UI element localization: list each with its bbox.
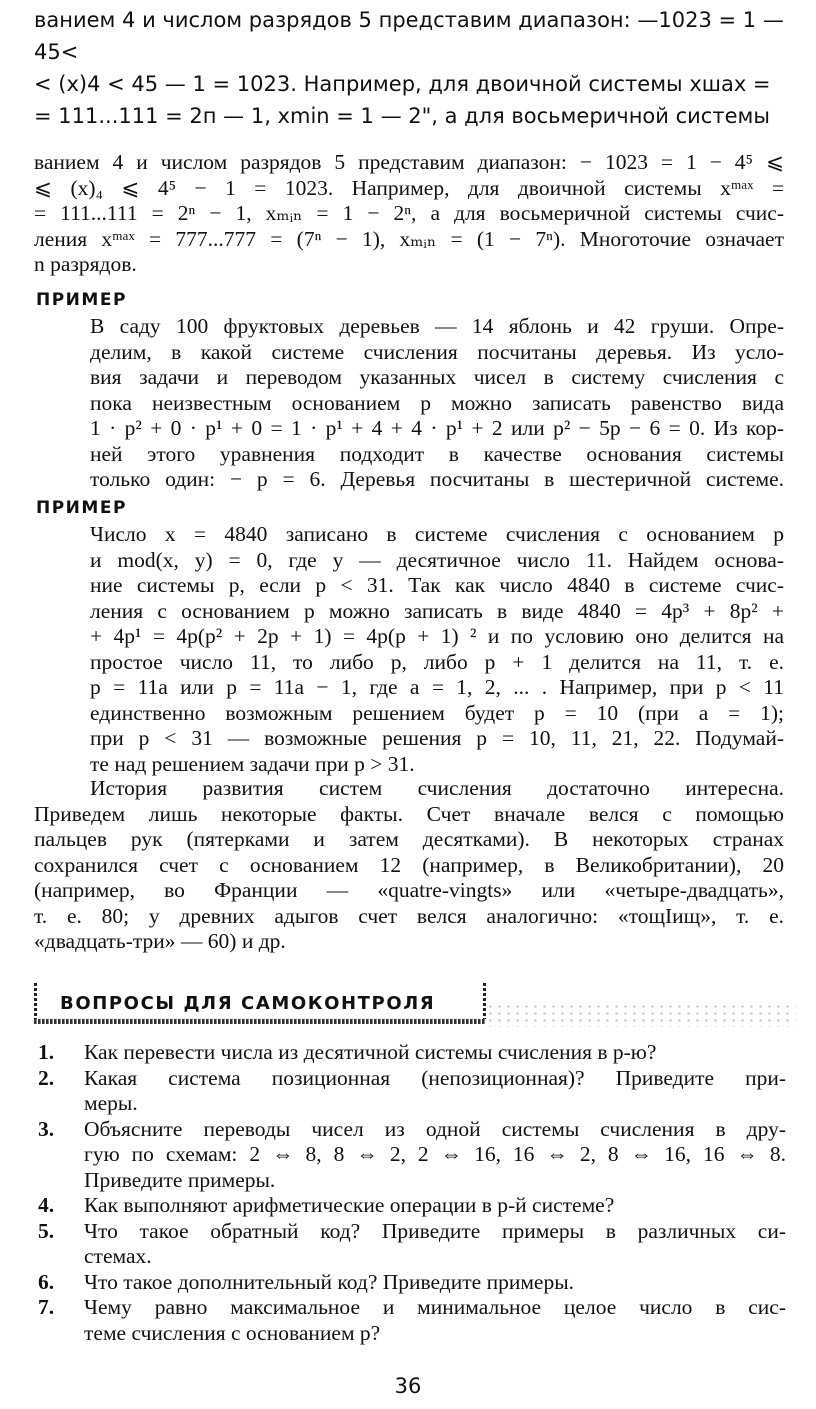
- text-line: стемах.: [84, 1244, 152, 1268]
- page-number: 36: [394, 1374, 422, 1398]
- text-line: пока неизвестным основанием p можно записать равенство вида: [90, 390, 784, 415]
- text-line: меры.: [84, 1091, 138, 1115]
- question-item: [36, 1117, 786, 1194]
- text-line: Приведем лишь некоторые факты. Счет вначале велся с помощью: [34, 801, 784, 826]
- text-line: Чему равно максимальное и минимальное целое число в сис-: [84, 1295, 786, 1319]
- ocr-line: = 111...111 = 2п — 1, xmin = 1 — 2", а для восьмеричной системы: [34, 104, 770, 128]
- text-line: Число x = 4840 записано в системе счисления с основанием p: [90, 522, 784, 546]
- text-line: = 111...111 = 2ⁿ − 1, xₘᵢₙ = 1 − 2ⁿ, а для восьмеричной системы счис-: [34, 201, 784, 225]
- question-item: [36, 1295, 786, 1346]
- text-line: Какая система позиционная (непозиционная)? Приведите при-: [84, 1065, 786, 1090]
- text-line: единственно возможным решением будет p = 10 (при a = 1);: [90, 700, 784, 725]
- question-number: 3.: [38, 1116, 55, 1141]
- question-number: 1.: [38, 1040, 55, 1064]
- decorative-bar: [34, 983, 37, 1021]
- question-number: 7.: [38, 1295, 55, 1319]
- question-item: [36, 1193, 786, 1219]
- text-line: Объясните переводы чисел из одной системы счисления в дру-: [84, 1116, 786, 1141]
- question-item: [36, 1040, 786, 1066]
- text-line: Что такое дополнительный код? Приведите примеры.: [84, 1269, 575, 1294]
- text-line: p = 11a или p = 11a − 1, где a = 1, 2, ... . Например, при p < 11: [90, 675, 784, 699]
- text-line: ванием 4 и числом разрядов 5 представим диапазон: − 1023 = 1 − 4⁵ ⩽: [34, 150, 784, 174]
- example-2-paragraph: [90, 522, 784, 777]
- example-1-paragraph: [90, 314, 784, 493]
- text-line: простое число 11, то либо p, либо p + 1 делится на 11, т. е.: [90, 649, 784, 674]
- text-line: (например, во Франции — «quatre-vingts» или «четыре-двадцать»,: [34, 878, 784, 902]
- text-line: ние системы p, если p < 31. Так как число 4840 в системе счис-: [90, 573, 784, 597]
- text-line: и mod(x, y) = 0, где y — десятичное число 11. Найдем основа-: [90, 547, 784, 572]
- question-number: 2.: [38, 1065, 55, 1090]
- question-item: [36, 1270, 786, 1296]
- text-line: гую по схемам: 2 ⇔ 8, 8 ⇔ 2, 2 ⇔ 16, 16 ⇔ 2, 8 ⇔ 16, 16 ⇔ 8.: [84, 1142, 786, 1166]
- question-number: 4.: [38, 1193, 55, 1217]
- question-number: 5.: [38, 1218, 55, 1243]
- ocr-text-block: [34, 4, 784, 132]
- text-line: те над решением задачи при p > 31.: [90, 751, 415, 776]
- ocr-line: < (x)4 < 45 — 1 = 1023. Например, для двоичной системы xшах =: [34, 72, 771, 96]
- text-line: Приведите примеры.: [84, 1167, 276, 1192]
- text-line: т. е. 80; у древних адыгов счет велся аналогично: «тощIищ», т. е.: [34, 903, 784, 928]
- text-line: Как выполняют арифметические операции в p-й системе?: [84, 1193, 615, 1217]
- example-heading: ПРИМЕР: [36, 498, 127, 518]
- text-line: делим, в какой системе счисления посчитаны деревья. Из усло-: [90, 339, 784, 364]
- text-line: ⩽ (x)₄ ⩽ 4⁵ − 1 = 1023. Например, для двоичной системы xᵐᵃˣ =: [34, 175, 784, 200]
- question-item: [36, 1219, 786, 1270]
- section-heading-box: [34, 981, 486, 1025]
- text-line: В саду 100 фруктовых деревьев — 14 яблонь и 42 груши. Опре-: [90, 314, 784, 338]
- text-line: ней этого уравнения подходит в качестве основания системы: [90, 441, 784, 466]
- ocr-line: 45<: [34, 40, 79, 64]
- questions-list: [36, 1040, 786, 1346]
- text-line: теме счисления с основанием p?: [84, 1320, 381, 1345]
- text-line: при p < 31 — возможные решения p = 10, 11, 21, 22. Подумай-: [90, 726, 784, 750]
- text-line: Как перевести числа из десятичной системы счисления в p-ю?: [84, 1040, 657, 1064]
- decorative-dots: [486, 1003, 796, 1027]
- text-line: ления с основанием p можно записать в виде 4840 = 4p³ + 8p² +: [90, 598, 784, 623]
- text-line: n разрядов.: [34, 252, 137, 276]
- text-line: вия задачи и переводом указанных чисел в систему счисления с: [90, 365, 784, 389]
- section-heading: ВОПРОСЫ ДЛЯ САМОКОНТРОЛЯ: [60, 993, 436, 1014]
- text-line: История развития систем счисления достаточно интересна.: [90, 776, 784, 800]
- example-heading: ПРИМЕР: [36, 290, 127, 310]
- intro-paragraph: [34, 150, 784, 278]
- text-line: 1 · p² + 0 · p¹ + 0 = 1 · p¹ + 4 + 4 · p¹ + 2 или p² − 5p − 6 = 0. Из кор-: [90, 416, 784, 440]
- decorative-underline: [34, 1019, 486, 1024]
- question-number: 6.: [38, 1269, 55, 1294]
- text-line: пальцев рук (пятерками и затем десятками). В некоторых странах: [34, 827, 784, 851]
- text-line: Что такое обратный код? Приведите примеры в различных си-: [84, 1218, 786, 1243]
- history-paragraph: [34, 776, 784, 955]
- question-item: [36, 1066, 786, 1117]
- ocr-line: ванием 4 и числом разрядов 5 представим диапазон: —1023 = 1 —: [34, 8, 784, 32]
- text-line: «двадцать-три» — 60) и др.: [34, 929, 286, 953]
- text-line: сохранился счет с основанием 12 (например, в Великобритании), 20: [34, 852, 784, 877]
- text-line: + 4p¹ = 4p(p² + 2p + 1) = 4p(p + 1) ² и по условию оно делится на: [90, 624, 784, 648]
- text-line: ления xᵐᵃˣ = 777...777 = (7ⁿ − 1), xₘᵢₙ = (1 − 7ⁿ). Многоточие означает: [34, 226, 784, 251]
- text-line: только один: − p = 6. Деревья посчитаны в шестеричной системе.: [90, 467, 784, 491]
